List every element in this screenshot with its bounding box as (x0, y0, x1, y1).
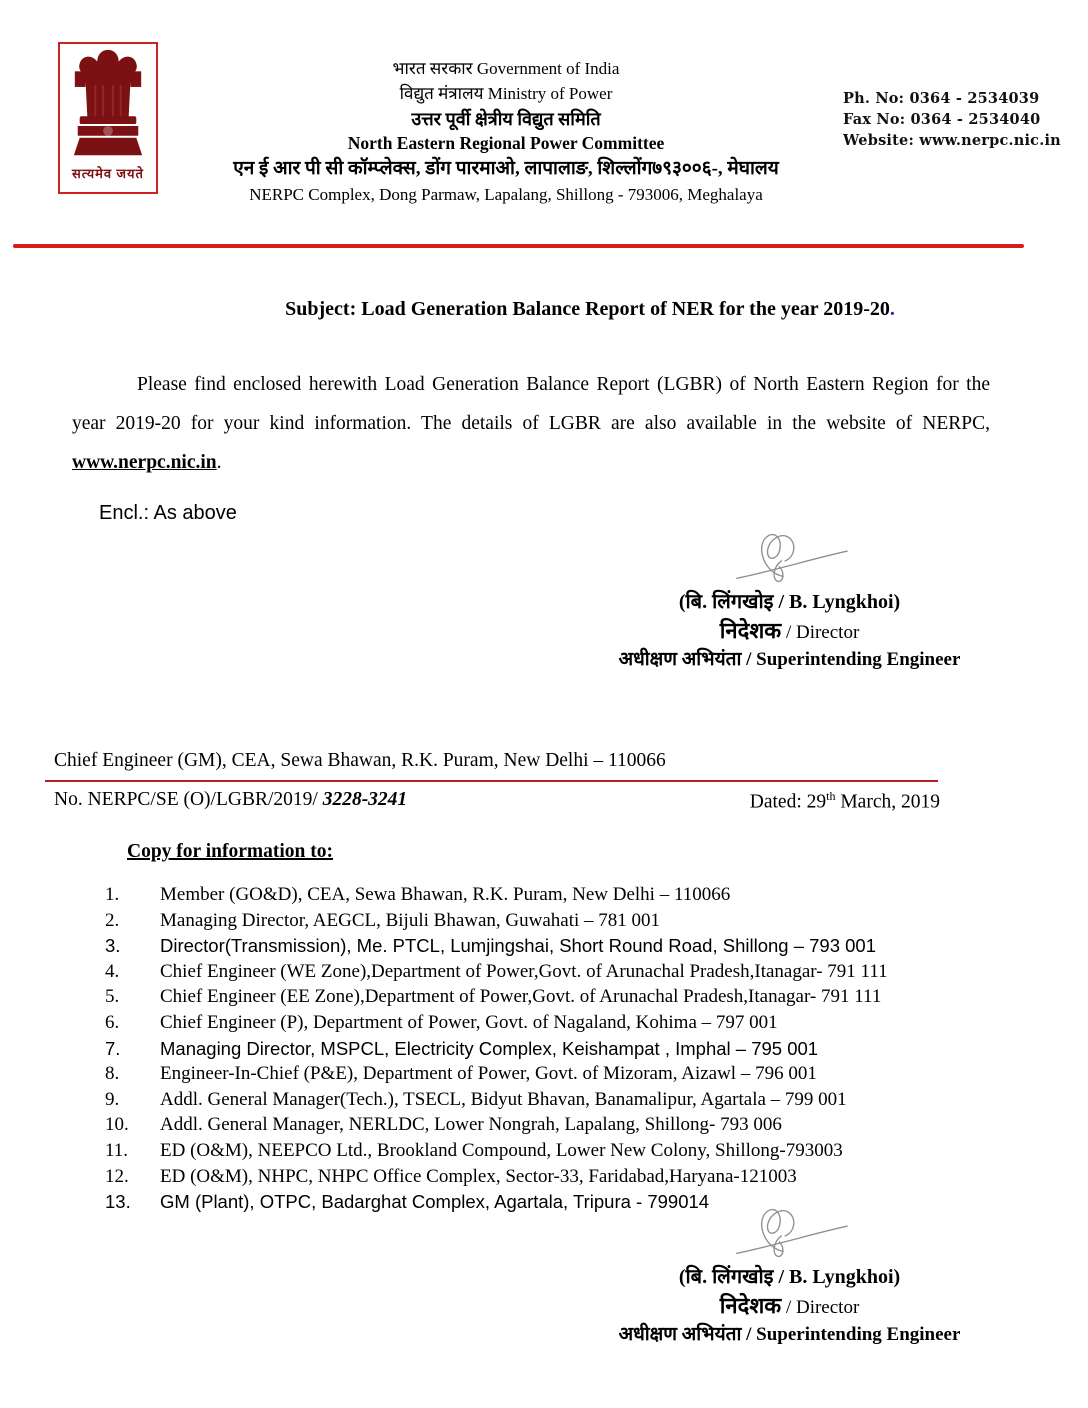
list-item-text: Addl. General Manager, NERLDC, Lower Nongrah, Lapalang, Shillong- 793 006 (160, 1114, 782, 1136)
list-item-text: GM (Plant), OTPC, Badarghat Complex, Agartala, Tripura - 799014 (160, 1191, 710, 1213)
list-item-number: 7. (105, 1037, 121, 1059)
signatory-name: (बि. लिंगखोइ / B. Lyngkhoi) (678, 1266, 901, 1288)
phone-number: Ph. No: 0364 - 2534039 (843, 90, 1040, 107)
list-item (105, 984, 1045, 1010)
list-item-text: Member (GO&D), CEA, Sewa Bhawan, R.K. Puram, New Delhi – 110066 (160, 884, 731, 905)
subject-line (92, 298, 1088, 321)
list-item-text: Chief Engineer (EE Zone),Department of Power,Govt. of Arunachal Pradesh,Itanagar- 791 111 (160, 986, 882, 1008)
reference-number-label: No. NERPC/SE (O)/LGBR/2019/ (54, 789, 323, 810)
subject-text: Subject: Load Generation Balance Report of NER for the year 2019-20 (285, 298, 890, 320)
list-item-number: 13. (105, 1191, 131, 1213)
reference-number-value: 3228-3241 (322, 789, 408, 810)
list-item-number: 6. (105, 1011, 120, 1033)
website-url: Website: www.nerpc.nic.in (843, 132, 1061, 149)
list-item-number: 10. (105, 1114, 129, 1136)
header-divider-rule (13, 244, 1024, 248)
copy-section-heading: Copy for information to: (127, 841, 333, 862)
emblem-motto: सत्यमेव जयते (72, 166, 144, 181)
list-item (105, 1061, 1045, 1087)
list-item-number: 5. (105, 986, 120, 1008)
list-item (105, 959, 1045, 985)
list-item-text: Addl. General Manager(Tech.), TSECL, Bidyut Bhavan, Banamalipur, Agartala – 799 001 (160, 1088, 847, 1110)
signature-block-top (617, 528, 962, 674)
list-item-text: ED (O&M), NHPC, NHPC Office Complex, Sector-33, Faridabad,Haryana-121003 (160, 1165, 797, 1187)
signatory-name: (बि. लिंगखोइ / B. Lyngkhoi) (678, 591, 901, 613)
handwritten-signature-icon (725, 528, 855, 588)
handwritten-signature-icon (725, 1203, 855, 1263)
list-item-text: Director(Transmission), Me. PTCL, Lumjingshai, Short Round Road, Shillong – 793 001 (160, 935, 877, 957)
list-item-number: 12. (105, 1165, 129, 1187)
list-item-text: Chief Engineer (P), Department of Power, Govt. of Nagaland, Kohima – 797 001 (160, 1011, 778, 1033)
letterhead-address-hindi: एन ई आर पी सी कॉम्प्लेक्स, डोंग पारमाओ, लापालाङ, शिल्लोंग७९३००६-, मेघालय (233, 158, 779, 179)
list-item (105, 933, 1045, 959)
signatory-title-director (617, 1291, 962, 1321)
body-text-end: . (216, 452, 222, 473)
list-item (105, 1087, 1045, 1113)
signatory-title-se: अधीक्षण अभियंता / Superintending Engineer (618, 1324, 961, 1345)
letterhead-committee-english: North Eastern Regional Power Committee (347, 133, 665, 153)
list-item-number: 1. (105, 884, 120, 905)
director-hindi: निदेशक (719, 1293, 782, 1318)
list-item-number: 2. (105, 909, 120, 931)
list-item-text: Managing Director, AEGCL, Bijuli Bhawan, Guwahati – 781 001 (160, 909, 661, 931)
list-item-text: ED (O&M), NEEPCO Ltd., Brookland Compound, Lower New Colony, Shillong-793003 (160, 1139, 843, 1161)
list-item-number: 9. (105, 1088, 120, 1110)
letterhead-govt-line: भारत सरकार Government of India (392, 59, 620, 78)
date-ordinal-suffix: th (826, 789, 836, 803)
director-english: / Director (781, 1297, 860, 1318)
list-item-number: 3. (105, 935, 121, 957)
director-hindi: निदेशक (719, 618, 782, 643)
body-paragraph (72, 365, 990, 482)
letterhead-address-english: NERPC Complex, Dong Parmaw, Lapalang, Shillong - 793006, Meghalaya (249, 185, 763, 204)
nerpc-website-link: www.nerpc.nic.in (72, 452, 217, 473)
reference-number (54, 789, 407, 814)
director-english: / Director (781, 622, 860, 643)
list-item-text: Chief Engineer (WE Zone),Department of Power,Govt. of Arunachal Pradesh,Itanagar- 791 111 (160, 960, 888, 982)
list-item (105, 1164, 1045, 1190)
subject-period: . (889, 298, 895, 320)
date-suffix: March, 2019 (835, 791, 940, 813)
list-item (105, 1010, 1045, 1036)
list-item (105, 908, 1045, 934)
letterhead (120, 56, 892, 207)
list-item-number: 8. (105, 1063, 120, 1085)
list-item-text: Engineer-In-Chief (P&E), Department of Power, Govt. of Mizoram, Aizawl – 796 001 (160, 1063, 817, 1085)
list-item (105, 882, 1045, 908)
date-prefix: Dated: 29 (749, 791, 827, 813)
list-item-text: Managing Director, MSPCL, Electricity Complex, Keishampat , Imphal – 795 001 (160, 1037, 819, 1059)
list-item (105, 1112, 1045, 1138)
addressee-line: Chief Engineer (GM), CEA, Sewa Bhawan, R.K. Puram, New Delhi – 110066 (54, 750, 666, 771)
signatory-title-se: अधीक्षण अभियंता / Superintending Engineer (618, 649, 961, 670)
list-item-number: 11. (105, 1139, 129, 1161)
enclosure-note: Encl.: As above (99, 502, 237, 524)
date-line (750, 789, 940, 814)
fax-number: Fax No: 0364 - 2534040 (843, 111, 1041, 128)
contact-info (843, 88, 1061, 151)
letterhead-ministry-line: विद्युत मंत्रालय Ministry of Power (399, 84, 613, 103)
list-item (105, 1036, 1045, 1062)
letterhead-committee-hindi: उत्तर पूर्वी क्षेत्रीय विद्युत समिति (411, 109, 601, 129)
list-item-number: 4. (105, 960, 120, 982)
list-item (105, 1138, 1045, 1164)
signatory-title-director (617, 616, 962, 646)
body-text: Please find enclosed herewith Load Generation Balance Report (LGBR) of North Eastern Region for the year 2019-20 for your kind information. The details of LGBR are also available in the website of NERPC, (72, 374, 990, 434)
reference-line (54, 789, 940, 814)
addressee-divider-rule (45, 780, 938, 782)
signature-block-bottom (617, 1203, 962, 1349)
copy-recipient-list (105, 882, 1045, 1215)
